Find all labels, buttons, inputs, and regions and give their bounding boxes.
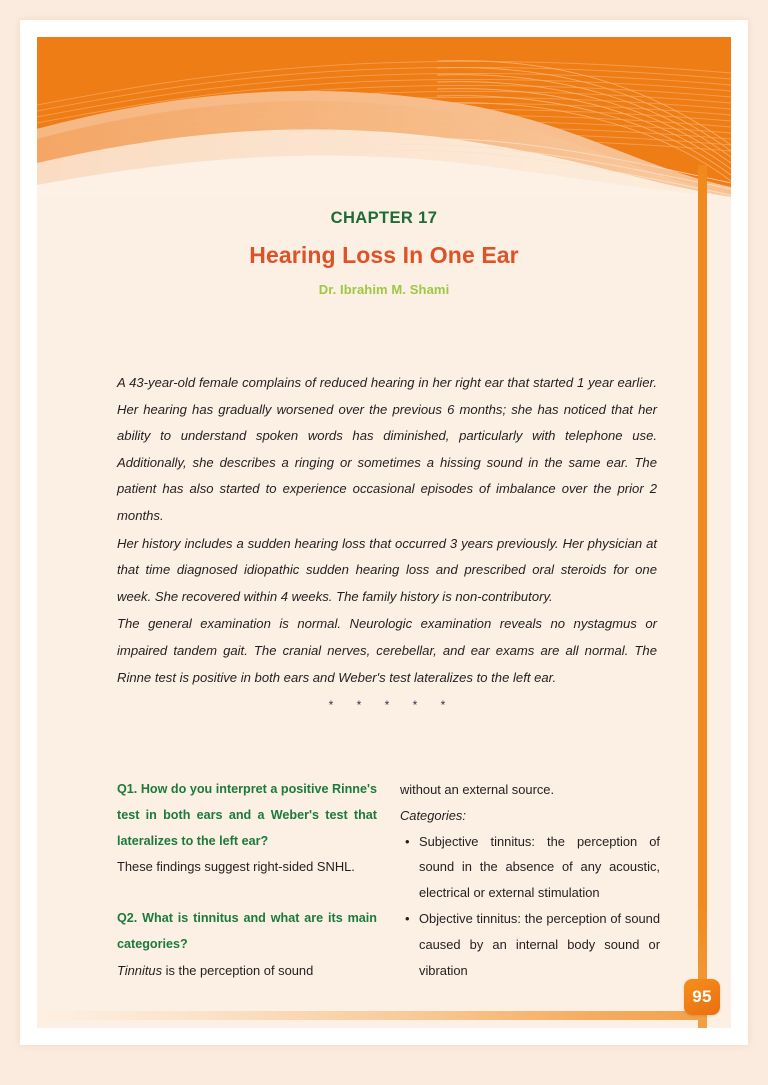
tinnitus-term: Tinnitus bbox=[117, 962, 163, 978]
question-2-text: Q2. What is tinnitus and what are its main categories? bbox=[117, 911, 377, 951]
page-title: Hearing Loss In One Ear bbox=[249, 242, 519, 268]
list-item: • Objective tinnitus: the perception of sound caused by an internal body sound or vibration bbox=[417, 906, 660, 983]
page-content-area bbox=[37, 37, 731, 1028]
bottom-accent-rule bbox=[37, 1011, 705, 1020]
chapter-label: CHAPTER 17 bbox=[330, 209, 438, 227]
qa-column-right bbox=[400, 777, 660, 984]
answer-2-lead-rest: is the perception of sound bbox=[165, 962, 314, 978]
list-item: • Subjective tinnitus: the perception of sound in the absence of any acoustic, electrical or external stimulation bbox=[417, 829, 660, 906]
categories-label: Categories: bbox=[400, 807, 466, 823]
header-wave-graphic bbox=[37, 37, 731, 197]
vignette-paragraph: The general examination is normal. Neurologic examination reveals no nystagmus or impaired tandem gait. The cranial nerves, cerebellar, and ear exams are all normal. The Rinne test is positive in both ears and Weber's test lateralizes to the left ear. bbox=[117, 616, 657, 685]
answer-2-lead bbox=[117, 958, 377, 984]
answer-2-continued: without an external source. bbox=[400, 782, 555, 797]
section-separator: * * * * * bbox=[328, 698, 456, 713]
answer-1-text: These findings suggest right-sided SNHL. bbox=[117, 859, 355, 875]
question-1-text: Q1. How do you interpret a positive Rinne's test in both ears and a Weber's test that lateralizes to the left ear? bbox=[117, 782, 377, 848]
author-name: Dr. Ibrahim M. Shami bbox=[318, 282, 450, 297]
qa-columns bbox=[117, 777, 677, 984]
qa-column-left bbox=[117, 777, 377, 984]
vignette-paragraph: Her history includes a sudden hearing loss that occurred 3 years previously. Her physician at that time diagnosed idiopathic sudden hearing loss and prescribed oral steroids for one week. She recovered within 4 weeks. The family history is non-contributory. bbox=[117, 535, 657, 604]
clinical-vignette bbox=[117, 370, 657, 720]
vignette-paragraph: A 43-year-old female complains of reduced hearing in her right ear that started 1 year earlier. Her hearing has gradually worsened over the previous 6 months; she has noticed that her ability to understand spoken words has diminished, particularly with telephone use. Additionally, she describes a ringing or sometimes a hissing sound in the same ear. The patient has also started to experience occasional episodes of imbalance over the prior 2 months. bbox=[117, 375, 657, 523]
title-block bbox=[37, 209, 731, 297]
page-number-badge: 95 bbox=[684, 979, 720, 1015]
categories-list bbox=[400, 829, 660, 984]
column-spacer bbox=[117, 880, 377, 906]
